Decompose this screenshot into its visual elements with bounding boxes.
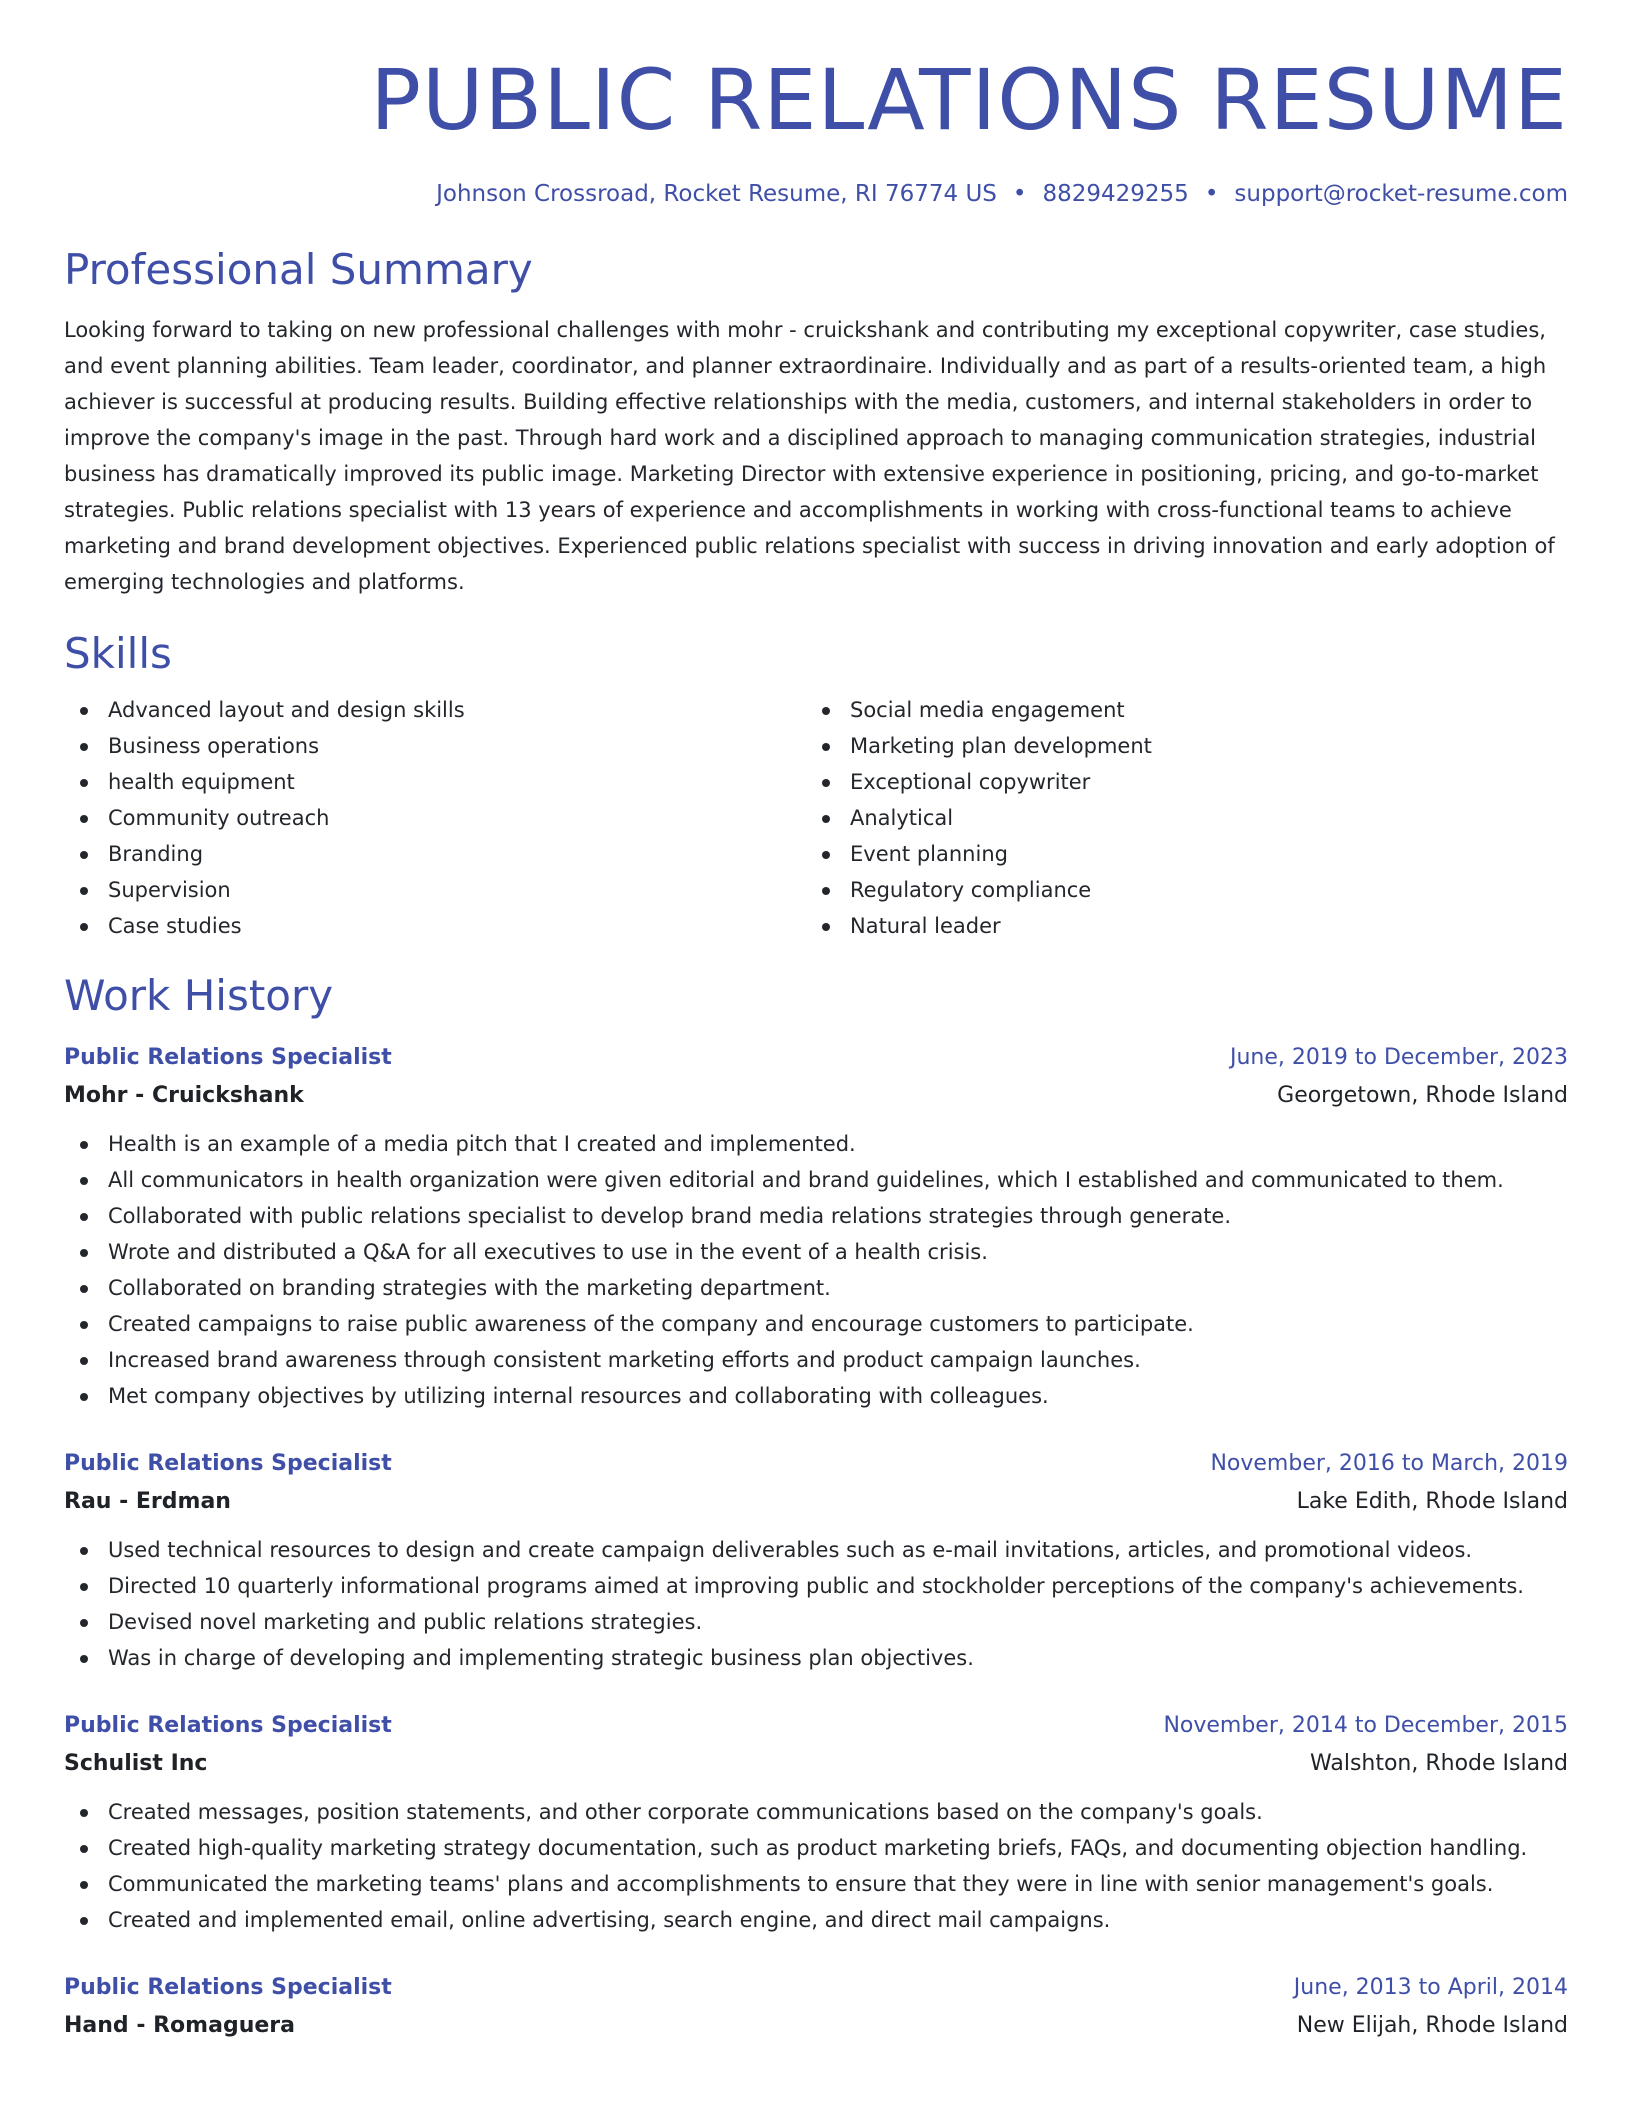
- job-employer-row: [64, 1744, 1568, 1784]
- skill-item: Case studies: [64, 908, 806, 944]
- job-title: Public Relations Specialist: [64, 1451, 392, 1476]
- job-duty: Devised novel marketing and public relations strategies.: [64, 1604, 1568, 1640]
- job-location: Lake Edith, Rhode Island: [1296, 1489, 1568, 1514]
- skills-list: [64, 692, 1568, 944]
- skill-item: health equipment: [64, 764, 806, 800]
- skill-item: Event planning: [806, 836, 1548, 872]
- job-entry: [64, 1708, 1568, 1938]
- contact-separator: •: [1012, 181, 1027, 207]
- job-duty: Created messages, position statements, and other corporate communications based on the company's goals.: [64, 1794, 1568, 1830]
- job-duty: All communicators in health organization were given editorial and brand guidelines, which I established and communicated to them.: [64, 1162, 1568, 1198]
- skills-column-left: [64, 692, 806, 944]
- job-duty: Used technical resources to design and create campaign deliverables such as e-mail invitations, articles, and promotional videos.: [64, 1532, 1568, 1568]
- contact-separator: •: [1204, 181, 1219, 207]
- job-duty: Increased brand awareness through consistent marketing efforts and product campaign launches.: [64, 1342, 1568, 1378]
- job-header: [64, 1708, 1568, 1744]
- job-entry: [64, 1040, 1568, 1414]
- job-title: Public Relations Specialist: [64, 1045, 392, 1070]
- job-duty: Collaborated on branding strategies with the marketing department.: [64, 1270, 1568, 1306]
- skill-item: Social media engagement: [806, 692, 1548, 728]
- job-dates: June, 2019 to December, 2023: [1229, 1045, 1568, 1070]
- job-entry: [64, 1970, 1568, 2046]
- skill-item: Regulatory compliance: [806, 872, 1548, 908]
- job-duties: [64, 1126, 1568, 1414]
- skill-item: Community outreach: [64, 800, 806, 836]
- job-employer-row: [64, 2006, 1568, 2046]
- job-company: Rau - Erdman: [64, 1489, 231, 1514]
- contact-info: [64, 178, 1568, 210]
- job-title: Public Relations Specialist: [64, 1713, 392, 1738]
- job-header: [64, 1446, 1568, 1482]
- skill-item: Marketing plan development: [806, 728, 1548, 764]
- job-duty: Communicated the marketing teams' plans and accomplishments to ensure that they were in line with senior management's goals.: [64, 1866, 1568, 1902]
- contact-email: support@rocket-resume.com: [1234, 181, 1568, 207]
- job-duty: Met company objectives by utilizing internal resources and collaborating with colleagues.: [64, 1378, 1568, 1414]
- job-duty: Created campaigns to raise public awareness of the company and encourage customers to participate.: [64, 1306, 1568, 1342]
- contact-address: Johnson Crossroad, Rocket Resume, RI 76774 US: [436, 181, 997, 207]
- job-duty: Wrote and distributed a Q&A for all executives to use in the event of a health crisis.: [64, 1234, 1568, 1270]
- skill-item: Branding: [64, 836, 806, 872]
- job-location: Walshton, Rhode Island: [1310, 1751, 1568, 1776]
- job-employer-row: [64, 1482, 1568, 1522]
- job-company: Hand - Romaguera: [64, 2013, 295, 2038]
- resume-title: PUBLIC RELATIONS RESUME: [370, 51, 1568, 149]
- summary-heading: Professional Summary: [64, 245, 533, 294]
- job-location: New Elijah, Rhode Island: [1296, 2013, 1568, 2038]
- job-duty: Created high-quality marketing strategy documentation, such as product marketing briefs, FAQs, and documenting objection handling.: [64, 1830, 1568, 1866]
- skill-item: Business operations: [64, 728, 806, 764]
- job-employer-row: [64, 1076, 1568, 1116]
- skill-item: Analytical: [806, 800, 1548, 836]
- job-title: Public Relations Specialist: [64, 1975, 392, 2000]
- skills-heading: Skills: [64, 629, 172, 678]
- job-company: Schulist Inc: [64, 1751, 208, 1776]
- job-duty: Collaborated with public relations specialist to develop brand media relations strategies through generate.: [64, 1198, 1568, 1234]
- job-duty: Directed 10 quarterly informational programs aimed at improving public and stockholder perceptions of the company's achievements.: [64, 1568, 1568, 1604]
- contact-phone: 8829429255: [1042, 181, 1189, 207]
- job-duties: [64, 1532, 1568, 1676]
- job-header: [64, 1970, 1568, 2006]
- job-duty: Was in charge of developing and implementing strategic business plan objectives.: [64, 1640, 1568, 1676]
- skills-column-right: [806, 692, 1548, 944]
- job-header: [64, 1040, 1568, 1076]
- skill-item: Exceptional copywriter: [806, 764, 1548, 800]
- job-dates: November, 2016 to March, 2019: [1210, 1451, 1568, 1476]
- job-duty: Health is an example of a media pitch that I created and implemented.: [64, 1126, 1568, 1162]
- job-dates: November, 2014 to December, 2015: [1163, 1713, 1568, 1738]
- skill-item: Natural leader: [806, 908, 1548, 944]
- job-entry: [64, 1446, 1568, 1676]
- job-duty: Created and implemented email, online advertising, search engine, and direct mail campaigns.: [64, 1902, 1568, 1938]
- skill-item: Supervision: [64, 872, 806, 908]
- work-history-heading: Work History: [64, 971, 334, 1020]
- skill-item: Advanced layout and design skills: [64, 692, 806, 728]
- job-company: Mohr - Cruickshank: [64, 1083, 304, 1108]
- summary-text: Looking forward to taking on new professional challenges with mohr - cruickshank and contributing my exceptional copywriter, case studies, and event planning abilities. Team leader, coordinator, and planner extraordinaire. Individually and as part of a results-oriented team, a high achiever is successful at producing results. Building effective relationships with the media, customers, and internal stakeholders in order to improve the company's image in the past. Through hard work and a disciplined approach to managing communication strategies, industrial business has dramatically improved its public image. Marketing Director with extensive experience in positioning, pricing, and go-to-market strategies. Public relations specialist with 13 years of experience and accomplishments in working with cross-functional teams to achieve marketing and brand development objectives. Experienced public relations specialist with success in driving innovation and early adoption of emerging technologies and platforms.: [64, 318, 1555, 594]
- job-dates: June, 2013 to April, 2014: [1293, 1975, 1568, 2000]
- job-location: Georgetown, Rhode Island: [1277, 1083, 1568, 1108]
- job-duties: [64, 1794, 1568, 1938]
